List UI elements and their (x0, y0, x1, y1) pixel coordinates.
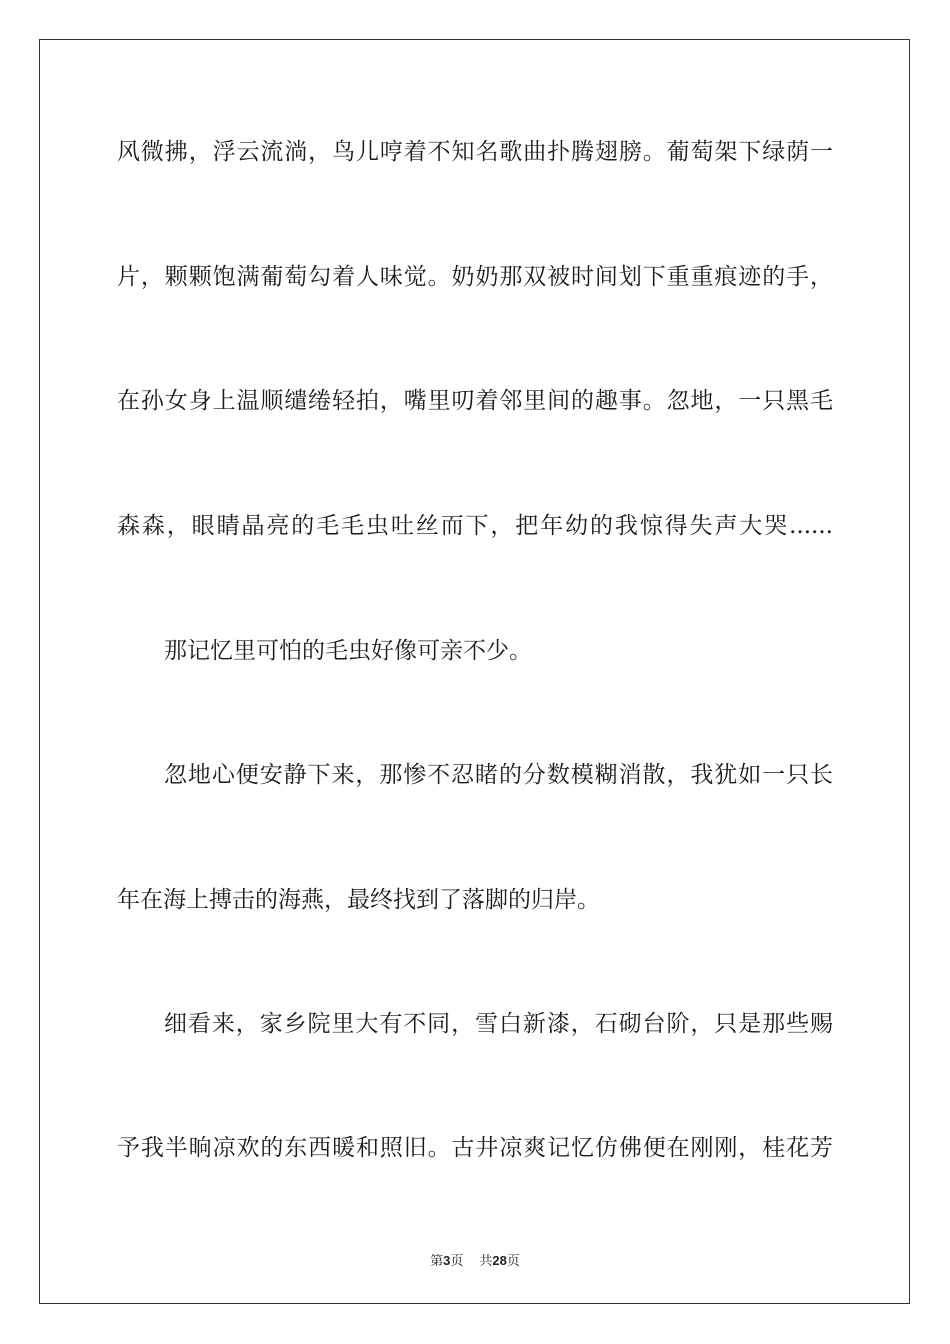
footer-page-number: 3 (443, 1253, 451, 1268)
text-line-1: 风微拂，浮云流淌，鸟儿哼着不知名歌曲扑腾翅膀。葡萄架下绿荫一 (117, 139, 833, 165)
page-footer (0, 1250, 950, 1269)
text-line-7: 年在海上搏击的海燕，最终找到了落脚的归岸。 (117, 887, 600, 913)
page-border (39, 39, 910, 1304)
text-line-3: 在孙女身上温顺缱绻轻拍，嘴里叨着邻里间的趣事。忽地，一只黑毛 (117, 388, 833, 414)
text-line-2: 片，颗颗饱满葡萄勾着人味觉。奶奶那双被时间划下重重痕迹的手， (117, 264, 833, 290)
text-line-8: 细看来，家乡院里大有不同，雪白新漆，石砌台阶，只是那些赐 (164, 1011, 833, 1037)
footer-page-prefix: 第 (430, 1254, 444, 1269)
footer-page-suffix: 页 (450, 1254, 464, 1269)
text-line-5: 那记忆里可怕的毛虫好像可亲不少。 (164, 638, 532, 664)
footer-total-pages: 28 (492, 1253, 507, 1268)
text-line-9: 予我半晌凉欢的东西暖和照旧。古井凉爽记忆仿佛便在刚刚，桂花芳 (117, 1135, 833, 1161)
footer-total-prefix: 共 (479, 1254, 493, 1269)
text-line-4: 森森，眼睛晶亮的毛毛虫吐丝而下，把年幼的我惊得失声大哭...... (117, 513, 833, 539)
text-line-6: 忽地心便安静下来，那惨不忍睹的分数模糊消散，我犹如一只长 (164, 762, 833, 788)
footer-total-suffix: 页 (506, 1254, 520, 1269)
